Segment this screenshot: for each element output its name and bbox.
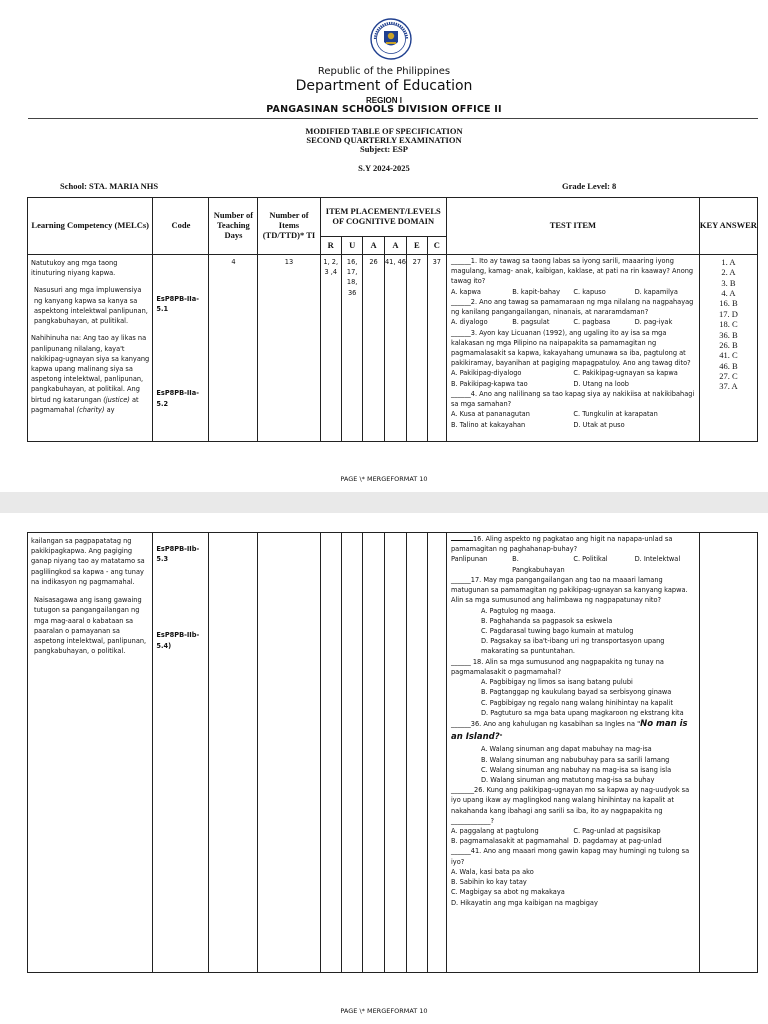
competency-text: Naisasagawa ang isang gawaing tutugon sa pangangailangan ng mga mag-aaral o kabataan sa paaralan o pamayanan sa aspetong intelektwal, panlipunan, pangkabuhayan, o politikal. — [34, 596, 147, 656]
header-test-item: TEST ITEM — [447, 198, 700, 255]
question-stem: ______3. Ayon kay Licuanan (1992), ang ugaling ito ay isa sa mga kalakasan ng mga Pilipino na naipapakita sa pamamagitan ng pagmamalasakit sa kapwa, kakayahang umunawa sa iba, pagtulong at pakikiramay, bayanihan at pagiging mapagpatuloy. Ano ang tawag dito? — [451, 328, 691, 368]
option: B. pagsulat — [512, 318, 550, 327]
empty-cell — [699, 533, 757, 973]
option: A. Pagbibigay ng limos sa isang batang pulubi — [480, 678, 633, 687]
question-stem: ______4. Ano ang nalilinang sa tao kapag siya ay nakikiisa at nakikibahagi sa mga samahan? — [451, 389, 695, 409]
question-18 — [451, 657, 696, 718]
region-line: REGION I — [365, 96, 402, 105]
option: B. Pakikipag-kapwa tao — [451, 379, 528, 388]
option: D. Utang na loob — [573, 379, 629, 388]
option: C. Tungkulin at karapatan — [573, 410, 658, 419]
level-a-items: 26 — [363, 255, 384, 442]
key-answers-cell — [699, 255, 757, 442]
level-header: R — [320, 237, 341, 255]
tos-table-page-1 — [27, 197, 758, 442]
code-cell — [153, 255, 209, 442]
key-answer: 41. C — [719, 350, 738, 361]
level-header: A — [384, 237, 406, 255]
key-answer: 36. B — [719, 329, 738, 340]
page-gap — [0, 492, 768, 513]
question-stem: ______ 18. Alin sa mga sumusunod ang nagpapakita ng tunay na pagmamalasakit o pagmamahal? — [450, 657, 664, 676]
question-17 — [451, 575, 696, 657]
question-stem: 16. Aling aspekto ng pagkatao ang higit na napapa-unlad sa pamamagitan ng paghahanap-buhay? — [450, 535, 673, 554]
page-footer: PAGE \* MERGEFORMAT 10 — [340, 475, 428, 483]
items-value: 13 — [258, 255, 320, 442]
option: B. Walang sinuman ang nabubuhay para sa sarili lamang — [480, 755, 670, 764]
empty-cell — [341, 533, 362, 973]
option: B. kapit-bahay — [512, 287, 560, 296]
key-answer: 1. A — [721, 257, 736, 267]
header-days: Number of Teaching Days — [209, 198, 258, 255]
option: C. Politikal — [573, 555, 608, 564]
option: D. pagdamay at pag-unlad — [573, 837, 662, 846]
level-e-items: 27 — [407, 255, 427, 442]
key-answer: 27. C — [719, 370, 738, 381]
test-items-cell — [446, 533, 699, 973]
option: A. Pakikipag-diyalogo — [451, 369, 522, 378]
level-header: A — [363, 237, 384, 255]
empty-cell — [427, 533, 446, 973]
department-name: Department of Education — [295, 78, 473, 94]
question-stem: ______1. Ito ay tawag sa taong labas sa iyong sarili, maaaring iyong magulang, kamag- anak, kaibigan, kaklase, at pati na rin kaaway? Anong tawag ito? — [451, 257, 694, 286]
option: C. Walang sinuman ang nabuhay na mag-isa sa isang isla — [480, 765, 672, 774]
option: A. diyalogo — [451, 318, 488, 327]
empty-cell — [384, 533, 406, 973]
question-2 — [451, 297, 696, 328]
code-cell — [153, 533, 209, 973]
key-answer: 37. A — [719, 381, 738, 392]
level-an-items: 41, 46 — [384, 255, 406, 442]
empty-cell — [407, 533, 427, 973]
option: B. Pangkabuhayan — [512, 555, 565, 574]
question-1 — [451, 256, 696, 297]
option: A. Kusa at pananagutan — [451, 410, 530, 419]
option: D. Walang sinuman ang matutong mag-isa sa buhay — [480, 775, 655, 784]
school-label: School: STA. MARIA NHS — [60, 181, 159, 191]
option: A. paggalang at pagtulong — [450, 827, 539, 836]
option: D. kapamilya — [634, 287, 678, 296]
competency-code: EsP8PB-IIb-5.3 — [156, 545, 200, 564]
option: A. Wala, kasi bata pa ako — [450, 867, 534, 876]
empty-cell — [258, 533, 320, 973]
option: C. Pagdarasal tuwing bago kumain at matulog — [480, 626, 634, 635]
level-r-items: 1, 2, 3 ,4 — [320, 255, 341, 442]
key-answer: 18. C — [719, 319, 738, 330]
question-stem: _______26. Kung ang pakikipag-ugnayan mo sa kapwa ay nag-uudyok sa iyo upang ikaw ay maglingkod nang walang hinihintay na kapalit at nakahanda kang ibahagi ang sarili sa iba, ito ay nagpapakita ng ____________? — [450, 786, 690, 825]
option: D. pag-iyak — [634, 318, 673, 327]
key-answer: 4. A — [721, 288, 736, 299]
question-stem: ______41. Ano ang maaari mong gawin kapag may humingi ng tulong sa iyo? — [450, 847, 690, 866]
option: D. Intelektwal — [634, 555, 681, 564]
competency-text: kailangan sa pagpapatatag ng pakikipagkapwa. Ang pagiging ganap niyang tao ay matatamo sa paglilingkod sa kapwa - ang tunay na indikasyon ng pagmamahal. — [31, 537, 145, 586]
empty-cell — [320, 533, 341, 973]
tos-table-page-2 — [27, 532, 758, 973]
option: D. Pagsakay sa iba't-ibang uri ng transportasyon upang makarating sa puntuntahan. — [480, 637, 665, 656]
level-u-items: 16, 17, 18, 36 — [341, 255, 362, 442]
option: C. Pakikipag-ugnayan sa kapwa — [573, 369, 678, 378]
teaching-days-value: 4 — [209, 255, 258, 442]
competency-text: Nahihinuha na: Ang tao ay likas na panlipunang nilalang, kaya't nakikipag-ugnayan siya sa kanyang kapwa upang malinang siya sa aspetong intelektwal, panlipunan, pangkabuhayan, at politikal. Ang birtud ng katarungan (justice) at pagmamahal (charity) ay — [31, 334, 150, 414]
key-answer: 46. B — [719, 360, 738, 371]
option: B. Pagtanggap ng kaukulang bayad sa serbisyong ginawa — [480, 688, 672, 697]
question-4 — [451, 389, 696, 430]
question-stem: ______36. Ano ang kahulugan ng kasabihan sa Ingles na "No man is an Island?" — [450, 718, 688, 743]
page-2 — [0, 513, 768, 1024]
test-items-cell — [447, 255, 700, 442]
option: C. kapuso — [573, 287, 606, 296]
option: B. Paghahanda sa pagpasok sa eskwela — [480, 616, 613, 625]
level-header: E — [407, 237, 427, 255]
option: C. Pag-unlad at pagsisikap — [573, 827, 661, 836]
header-placement: ITEM PLACEMENT/LEVELS OF COGNITIVE DOMAIN — [320, 198, 446, 237]
page-footer: PAGE \* MERGEFORMAT 10 — [340, 1007, 428, 1015]
level-header: C — [427, 237, 446, 255]
republic-line: Republic of the Philippines — [317, 66, 451, 77]
key-answer: 16. B — [719, 298, 738, 309]
level-header: U — [341, 237, 362, 255]
option: B. pagmamalasakit at pagmamahal — [450, 837, 569, 846]
grade-level-label: Grade Level: 8 — [562, 181, 617, 191]
deped-seal-logo — [370, 18, 412, 60]
option: B. Talino at kakayahan — [451, 420, 526, 429]
header-divider — [28, 118, 758, 119]
competency-code: EsP8PB-IIb-5.4) — [156, 631, 200, 650]
question-36 — [451, 718, 696, 785]
level-c-items: 37 — [427, 255, 446, 442]
header-competency: Learning Competency (MELCs) — [28, 198, 153, 255]
competency-code: EsP8PB-IIa-5.2 — [156, 389, 199, 408]
page-1 — [0, 0, 768, 492]
doc-title: MODIFIED TABLE OF SPECIFICATION — [305, 126, 463, 136]
option: D. Utak at puso — [573, 420, 625, 429]
question-26 — [451, 785, 696, 846]
question-16 — [451, 534, 696, 575]
competency-cell — [28, 533, 153, 973]
option: A. Pagtulog ng maaga. — [480, 606, 556, 615]
key-answer: 2. A — [721, 267, 736, 278]
header-key-answer: KEY ANSWER — [699, 198, 757, 255]
question-stem: ______17. May mga pangangailangan ang tao na maaari lamang matugunan sa pamamagitan ng pakikipag-ugnayan sa kanyang kapwa. Alin sa mga sumusunod ang halimbawa ng nagpapatunay nito? — [450, 575, 688, 605]
question-stem: ______2. Ano ang tawag sa pamamaraan ng mga nilalang na nagpahayag ng kanilang pangangailangan, ninanais, at nararamdaman? — [451, 297, 694, 317]
option: C. pagbasa — [573, 318, 611, 327]
empty-cell — [363, 533, 384, 973]
empty-cell — [209, 533, 258, 973]
exam-title: SECOND QUARTERLY EXAMINATION — [306, 135, 462, 145]
competency-text: Nasusuri ang mga impluwensiya ng kanyang kapwa sa kanya sa aspektong intelektwal panlipunan, pangkabuhayan, at pulitikal. — [34, 286, 148, 326]
competency-cell — [28, 255, 153, 442]
option: C. Pagbibigay ng regalo nang walang hinihintay na kapalit — [480, 698, 674, 707]
key-answer: 17. D — [718, 308, 738, 319]
question-3 — [451, 328, 696, 389]
school-year: S.Y 2024-2025 — [358, 163, 410, 173]
question-41 — [451, 846, 696, 907]
competency-code: EsP8PB-IIa-5.1 — [156, 295, 199, 314]
option: Panlipunan — [450, 555, 488, 564]
subject-line: Subject: ESP — [360, 144, 408, 154]
competency-text: Natutukoy ang mga taong itinuturing niyang kapwa. — [31, 259, 118, 278]
division-line: PANGASINAN SCHOOLS DIVISION OFFICE II — [266, 104, 502, 115]
option: A. kapwa — [451, 287, 481, 296]
key-answer: 26. B — [719, 339, 738, 350]
option: A. Walang sinuman ang dapat mabuhay na mag-isa — [480, 745, 652, 754]
key-answer: 3. B — [721, 277, 736, 288]
option: B. Sabihin ko kay tatay — [450, 878, 527, 887]
header-code: Code — [153, 198, 209, 255]
option: C. Magbigay sa abot ng makakaya — [450, 888, 565, 897]
option: D. Pagtuturo sa mga bata upang magkaroon ng ekstrang kita — [480, 708, 684, 717]
header-items: Number of Items (TD/TTD)* TI — [258, 198, 320, 255]
option: D. Hikayatin ang mga kaibigan na magbigay — [450, 898, 598, 907]
